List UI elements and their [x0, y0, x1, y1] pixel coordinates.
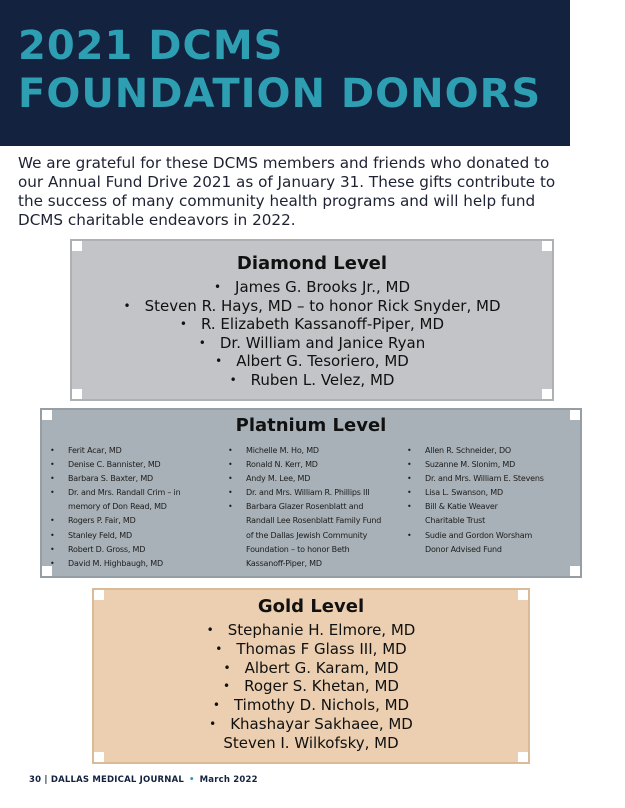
list-item: Steven I. Wilkofsky, MD [223, 733, 399, 752]
footer-separator: • [189, 775, 195, 785]
diamond-donor-list [72, 278, 552, 390]
list-item: • Sudie and Gordon Worsham [407, 529, 587, 543]
list-item: • Ruben L. Velez, MD [72, 371, 552, 390]
list-item: • Stephanie H. Elmore, MD [94, 621, 528, 640]
title-line-1: 2021 DCMS [18, 23, 284, 69]
list-item: • Thomas F Glass III, MD [94, 640, 528, 659]
list-item: • Roger S. Khetan, MD [94, 677, 528, 696]
list-item: • Barbara S. Baxter, MD [50, 472, 230, 486]
list-item: • Michelle M. Ho, MD [228, 444, 408, 458]
list-item: • Robert D. Gross, MD [50, 543, 230, 557]
list-item: • Ronald N. Kerr, MD [228, 458, 408, 472]
diamond-level-panel [70, 239, 554, 401]
platinum-level-title: Platnium Level [235, 415, 387, 436]
gold-donor-list [94, 621, 528, 753]
list-item: • Dr. and Mrs. Randall Crim – in [50, 486, 230, 500]
list-item: Charitable Trust [425, 516, 486, 526]
list-item: • Suzanne M. Slonim, MD [407, 458, 587, 472]
list-item: • Bill & Katie Weaver [407, 500, 587, 514]
list-item: of the Dallas Jewish Community [246, 530, 368, 540]
gold-level-panel [92, 588, 530, 764]
list-item: • Albert G. Tesoriero, MD [72, 352, 552, 371]
list-item: • Andy M. Lee, MD [228, 472, 408, 486]
list-item: • Stanley Feld, MD [50, 529, 230, 543]
list-item: • R. Elizabeth Kassanoff-Piper, MD [72, 315, 552, 334]
platinum-column-1 [50, 444, 230, 571]
platinum-level-panel [40, 408, 582, 578]
list-item: memory of Don Read, MD [68, 502, 167, 512]
list-item: • David M. Highbaugh, MD [50, 557, 230, 571]
list-item: • Steven R. Hays, MD – to honor Rick Snyder, MD [72, 297, 552, 316]
list-item: • Dr. William and Janice Ryan [72, 334, 552, 353]
footer-page-label: 30 | DALLAS MEDICAL JOURNAL [29, 775, 184, 785]
list-item: • Barbara Glazer Rosenblatt and [228, 500, 408, 514]
list-item: • Allen R. Schneider, DO [407, 444, 587, 458]
diamond-level-title: Diamond Level [236, 253, 388, 274]
title-line-2: FOUNDATION DONORS [18, 71, 542, 117]
list-item: • Dr. and Mrs. William E. Stevens [407, 472, 587, 486]
platinum-column-2 [228, 444, 408, 571]
list-item: • James G. Brooks Jr., MD [72, 278, 552, 297]
page-header [0, 0, 570, 146]
list-item: Kassanoff-Piper, MD [246, 558, 322, 568]
list-item: • Dr. and Mrs. William R. Phillips III [228, 486, 408, 500]
list-item: • Albert G. Karam, MD [94, 659, 528, 678]
list-item: • Timothy D. Nichols, MD [94, 696, 528, 715]
page-title [18, 22, 541, 118]
footer-date: March 2022 [199, 775, 258, 785]
list-item: • Lisa L. Swanson, MD [407, 486, 587, 500]
intro-paragraph: We are grateful for these DCMS members and friends who donated to our Annual Fund Drive 2021 as of January 31. These gifts contribute to the success of many community health programs and will help fund DCMS charitable endeavors in 2022. [18, 154, 556, 229]
page-footer [29, 775, 258, 785]
list-item: Randall Lee Rosenblatt Family Fund [246, 516, 382, 526]
list-item: • Rogers P. Fair, MD [50, 514, 230, 528]
list-item: • Khashayar Sakhaee, MD [94, 715, 528, 734]
list-item: Donor Advised Fund [425, 544, 502, 554]
list-item: Foundation – to honor Beth [246, 544, 350, 554]
list-item: • Denise C. Bannister, MD [50, 458, 230, 472]
platinum-column-3 [407, 444, 587, 557]
gold-level-title: Gold Level [257, 596, 365, 617]
list-item: • Ferit Acar, MD [50, 444, 230, 458]
